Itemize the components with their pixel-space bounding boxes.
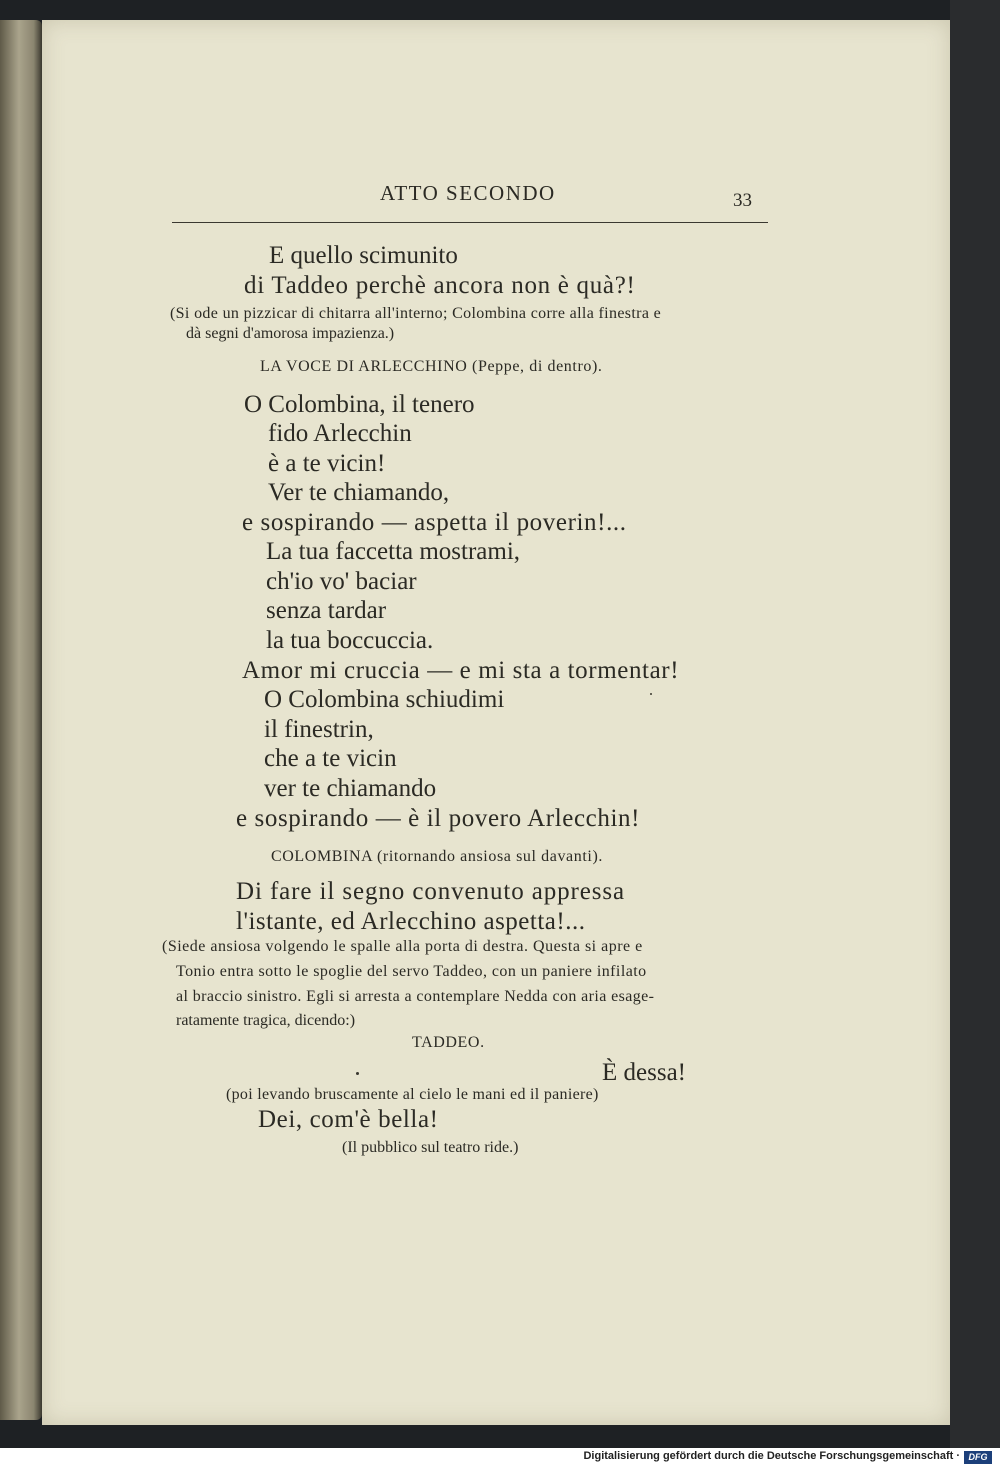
stage-direction: Tonio entra sotto le spoglie del servo Taddeo, con un paniere infilato <box>176 963 647 980</box>
verse-line: il finestrin, <box>264 716 374 743</box>
stage-direction: (Si ode un pizzicar di chitarra all'interno; Colombina corre alla finestra e <box>170 305 662 322</box>
header-rule <box>172 222 768 223</box>
verse-line: Di fare il segno convenuto appressa <box>236 878 626 905</box>
stage-direction: al braccio sinistro. Egli si arresta a contemplare Nedda con aria esage- <box>176 988 655 1005</box>
verse-line: È dessa! <box>602 1059 686 1086</box>
speaker-heading: TADDEO. <box>412 1034 485 1051</box>
stage-direction: dà segni d'amorosa impazienza.) <box>186 325 395 342</box>
verse-line: Amor mi cruccia — e mi sta a tormentar! <box>242 657 680 684</box>
verse-line: la tua boccuccia. <box>266 627 434 654</box>
verse-line: l'istante, ed Arlecchino aspetta!... <box>236 908 586 935</box>
verse-line: di Taddeo perchè ancora non è quà?! <box>244 272 636 299</box>
digitization-footer <box>0 1448 1000 1468</box>
verse-line: è a te vicin! <box>268 450 386 477</box>
left-page-edge <box>0 20 42 1420</box>
speaker-heading: COLOMBINA (ritornando ansiosa sul davanti). <box>271 848 603 865</box>
stage-direction: (Siede ansiosa volgendo le spalle alla porta di destra. Questa si apre e <box>162 938 643 955</box>
verse-line: che a te vicin <box>264 745 397 772</box>
verse-line: E quello scimunito <box>269 242 458 269</box>
stage-direction: (poi levando bruscamente al cielo le mani ed il paniere) <box>226 1086 599 1103</box>
verse-line: O Colombina, il tenero <box>244 391 475 418</box>
verse-line: ver te chiamando <box>264 775 437 802</box>
verse-line: ch'io vo' baciar <box>266 568 417 595</box>
ink-speck <box>356 1072 359 1075</box>
verse-line: O Colombina schiudimi <box>264 686 505 713</box>
verse-line: e sospirando — aspetta il poverin!... <box>242 509 627 536</box>
stage-direction: ratamente tragica, dicendo:) <box>176 1012 356 1029</box>
verse-line: Dei, com'è bella! <box>258 1106 439 1133</box>
verse-line: fido Arlecchin <box>268 420 412 447</box>
verse-line: La tua faccetta mostrami, <box>266 538 521 565</box>
verse-line: e sospirando — è il povero Arlecchin! <box>236 805 641 832</box>
stage-direction: (Il pubblico sul teatro ride.) <box>342 1139 519 1156</box>
speaker-heading: LA VOCE DI ARLECCHINO (Peppe, di dentro). <box>260 358 603 375</box>
right-scan-margin <box>950 0 1000 1448</box>
footer-credit: Digitalisierung gefördert durch die Deutsche Forschungsgemeinschaft · <box>583 1450 960 1462</box>
running-title: ATTO SECONDO <box>380 181 556 205</box>
verse-line: senza tardar <box>266 597 387 624</box>
book-page <box>42 20 950 1425</box>
verse-line: Ver te chiamando, <box>268 479 450 506</box>
page-number: 33 <box>733 190 752 211</box>
ink-speck <box>650 693 652 695</box>
dfg-logo: DFG <box>964 1451 992 1464</box>
